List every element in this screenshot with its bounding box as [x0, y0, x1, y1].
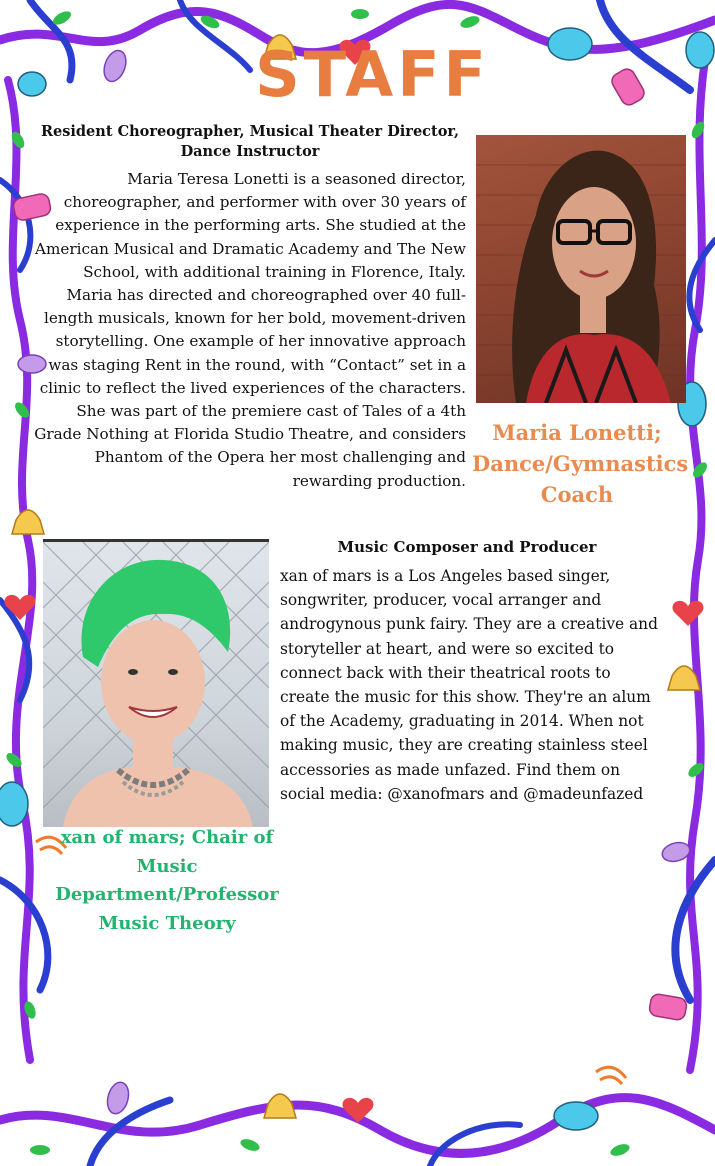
staff-portrait-photo	[476, 135, 686, 403]
portrait-illustration	[43, 542, 269, 827]
portrait-illustration	[476, 135, 686, 403]
staff-caption-name-title: xan of mars; Chair of Music Department/Professor Music Theory	[55, 827, 279, 934]
staff-bio: Maria Teresa Lonetti is a seasoned director, choreographer, and performer with over 30 years of experience in the performing arts. She studied at the American Musical and Dramatic Academy and The New School, with additional training in Florence, Italy. Maria has directed and choreographed over 40 full-length musicals, known for her bold, movement-driven storytelling. One example of her innovative approach was staging Rent in the round, with “Contact” set in a clinic to reflect the lived experiences of the characters. She was part of the premiere cast of Tales of a 4th Grade Nothing at Florida Studio Theatre, and considers Phantom of the Opera her most challenging and rewarding production.	[34, 170, 466, 490]
staff-role-heading: Resident Choreographer, Musical Theater Director, Dance Instructor	[40, 123, 460, 160]
staff-role-heading: Music Composer and Producer	[337, 538, 597, 556]
staff-portrait-photo	[43, 539, 269, 827]
staff-caption-name-title: Maria Lonetti; Dance/Gymnastics Coach	[472, 420, 689, 507]
staff-bio: xan of mars is a Los Angeles based singer, songwriter, producer, vocal arranger and androgynous punk fairy. They are a creative and storyteller at heart, and were so excited to connect back with their theatrical roots to create the music for this show. They're an alum of the Academy, graduating in 2014. When not making music, they are creating stainless steel accessories as made unfazed. Find them on social media: @xanofmars and @madeunfazed	[280, 567, 658, 803]
page-title: STAFF	[255, 38, 490, 111]
